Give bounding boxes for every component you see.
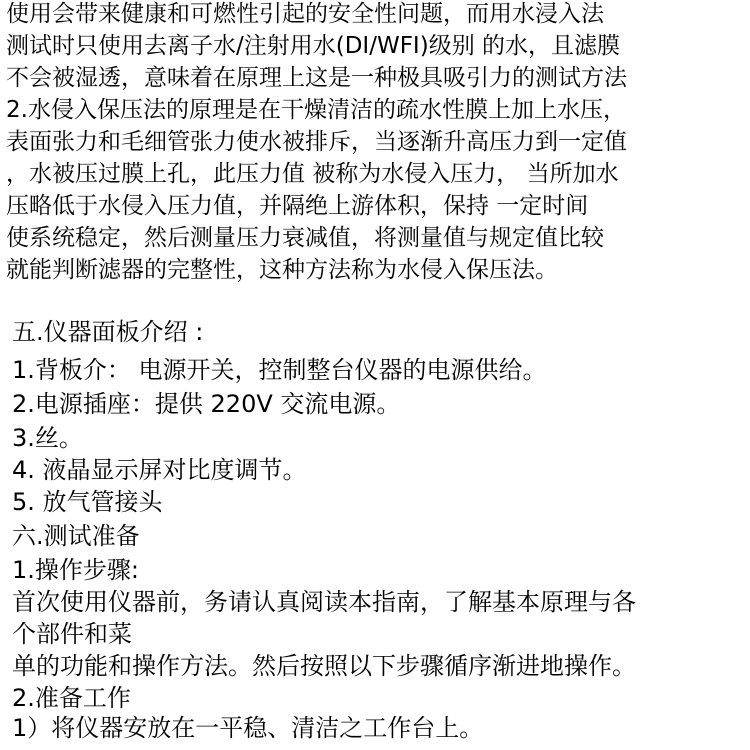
list-item: 5. 放气管接头 bbox=[12, 488, 163, 516]
paragraph-line: 首次使用仪器前，务请认真阅读本指南，了解基本原理与各 bbox=[12, 588, 636, 616]
paragraph-line: 测试时只使用去离子水/注射用水(DI/WFI)级别 的水，且滤膜 bbox=[6, 33, 621, 59]
paragraph-line: 使用会带来健康和可燃性引起的安全性问题，而用水浸入法 bbox=[6, 1, 604, 27]
paragraph-line: 使系统稳定，然后测量压力衰减值，将测量值与规定值比较 bbox=[6, 225, 604, 251]
list-item: 4. 液晶显示屏对比度调节。 bbox=[12, 456, 307, 484]
paragraph-line: 就能判断滤器的完整性，这种方法称为水侵入保压法。 bbox=[6, 257, 558, 283]
paragraph-line: 单的功能和操作方法。然后按照以下步骤循序渐进地操作。 bbox=[12, 652, 636, 680]
list-item: 2.电源插座：提供 220V 交流电源。 bbox=[12, 390, 401, 418]
paragraph-line: 个部件和菜 bbox=[12, 620, 132, 648]
paragraph-line: 不会被湿透，意味着在原理上这是一种极具吸引力的测试方法 bbox=[6, 65, 627, 91]
paragraph-line: 压略低于水侵入压力值，并隔绝上游体积，保持 一定时间 bbox=[6, 193, 589, 219]
list-item: 3.丝。 bbox=[12, 424, 83, 452]
subheading: 2.准备工作 bbox=[12, 684, 131, 712]
section-heading: 六.测试准备 bbox=[12, 522, 140, 550]
list-item: 1.背板介： 电源开关，控制整台仪器的电源供给。 bbox=[12, 356, 547, 384]
paragraph-line: 2.水侵入保压法的原理是在干燥清洁的疏水性膜上加上水压， bbox=[6, 97, 626, 123]
subheading: 1.操作步骤: bbox=[12, 556, 139, 584]
section-heading: 五.仪器面板介绍 : bbox=[12, 318, 204, 346]
paragraph-line: 表面张力和毛细管张力使水被排斥，当逐渐升高压力到一定值 bbox=[6, 129, 627, 155]
paragraph-line: ，水被压过膜上孔，此压力值 被称为水侵入压力， 当所加水 bbox=[6, 161, 619, 187]
list-item: 1）将仪器安放在一平稳、清洁之工作台上。 bbox=[12, 714, 484, 742]
